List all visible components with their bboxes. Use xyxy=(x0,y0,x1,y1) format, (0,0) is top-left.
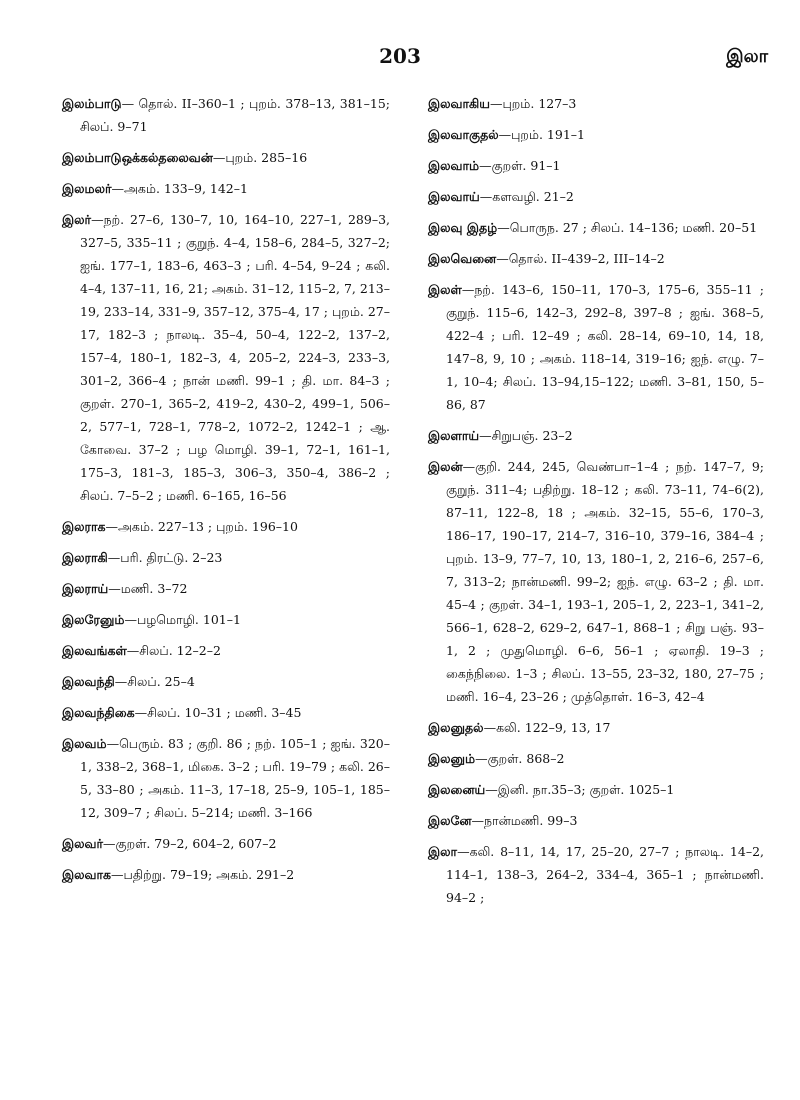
index-entry xyxy=(428,716,764,739)
entry-refs: —பழமொழி. 101–1 xyxy=(124,612,241,627)
entry-headword: இலவாகிய xyxy=(428,96,490,111)
index-entry xyxy=(62,146,390,169)
running-head: இலா xyxy=(726,46,768,67)
entry-refs: —நற். 27–6, 130–7, 10, 164–10, 227–1, 289–3, 327–5, 335–11 ; குறுந். 4–4, 158–6, 284–5, 327–2; ஐங். 177–1, 183–6, 463–3 ; பரி. 4–54, 9–24 ; கலி. 4–4, 137–11, 16, 21; அகம். 31–12, 115–2, 7, 213–19, 233–14, 331–9, 357–12, 375–4, 17 ; புறம். 27–17, 182–3 ; நாலடி. 35–4, 50–4, 122–2, 137–2, 157–4, 180–1, 182–3, 4, 205–2, 224–3, 233–3, 301–2, 366–4 ; நான் மணி. 99–1 ; தி. மா. 84–3 ; குறள். 270–1, 365–2, 419–2, 430–2, 499–1, 506–2, 577–1, 728–1, 778–2, 1072–2, 1242–1 ; ஆ. கோவை. 37–2 ; பழ மொழி. 39–1, 72–1, 161–1, 175–3, 181–3, 185–3, 306–3, 350–4, 386–2 ; சிலப். 7–5–2 ; மணி. 6–165, 16–56 xyxy=(80,212,390,503)
entry-refs: —சிலப். 10–31 ; மணி. 3–45 xyxy=(134,705,302,720)
index-entry xyxy=(62,732,390,824)
entry-headword: இலராகி xyxy=(62,550,108,565)
entry-headword: இலராய் xyxy=(62,581,109,596)
index-entry xyxy=(62,863,390,886)
index-entry xyxy=(62,92,390,138)
index-entry xyxy=(428,278,764,416)
entry-headword: இலர் xyxy=(62,212,92,227)
page-number: 203 xyxy=(379,44,421,68)
left-column xyxy=(62,92,390,894)
entry-headword: இலவாக xyxy=(62,867,112,882)
index-entry xyxy=(428,216,764,239)
entry-headword: இலரேனும் xyxy=(62,612,125,627)
entry-headword: இலனும் xyxy=(428,751,476,766)
entry-refs: —பதிற்று. 79–19; அகம். 291–2 xyxy=(111,867,295,882)
entry-headword: இலவாம் xyxy=(428,158,480,173)
entry-headword: இலவெனை xyxy=(428,251,497,266)
entry-refs: —குறி. 244, 245, வெண்பா–1–4 ; நற். 147–7, 9; குறுந். 311–4; பதிற்று. 18–12 ; கலி. 73–11, 74–6(2), 87–11, 122–8, 18 ; அகம். 32–15, 55–6, 170–3, 186–17, 190–17, 214–7, 316–10, 379–16, 384–4 ; புறம். 13–9, 77–7, 10, 13, 180–1, 2, 216–6, 257–6, 7, 313–2; நான்மணி. 99–2; ஐந். எழு. 63–2 ; தி. மா. 45–4 ; குறள். 34–1, 193–1, 205–1, 2, 223–1, 341–2, 566–1, 628–2, 629–2, 647–1, 868–1 ; சிறு பஞ். 93–1, 2 ; முதுமொழி. 6–6, 56–1 ; ஏலாதி. 19–3 ; கைந்நிலை. 1–3 ; சிலப். 13–55, 23–32, 180, 27–75 ; மணி. 16–4, 23–26 ; முத்தொள். 16–3, 42–4 xyxy=(446,459,764,704)
entry-refs: —சிறுபஞ். 23–2 xyxy=(479,428,573,443)
entry-headword: இலனுதல் xyxy=(428,720,484,735)
index-entry xyxy=(428,840,764,909)
index-entry xyxy=(62,577,390,600)
index-entry xyxy=(428,455,764,708)
entry-headword: இலவம் xyxy=(62,736,107,751)
index-entry xyxy=(428,92,764,115)
entry-headword: இலவாகுதல் xyxy=(428,127,499,142)
entry-refs: —அகம். 133–9, 142–1 xyxy=(111,181,248,196)
entry-refs: —குறள். 868–2 xyxy=(475,751,565,766)
entry-headword: இலவங்கள் xyxy=(62,643,127,658)
index-entry xyxy=(62,701,390,724)
index-entry xyxy=(62,832,390,855)
entry-headword: இலவாய் xyxy=(428,189,480,204)
entry-headword: இலவந்தி xyxy=(62,674,115,689)
entry-refs: — தொல். II–360–1 ; புறம். 378–13, 381–15; சிலப். 9–71 xyxy=(80,96,390,134)
index-entry xyxy=(62,208,390,507)
index-entry xyxy=(62,515,390,538)
entry-headword: இலவர் xyxy=(62,836,104,851)
index-entry xyxy=(62,608,390,631)
entry-headword: இலனே xyxy=(428,813,472,828)
index-entry xyxy=(62,546,390,569)
index-entry xyxy=(428,247,764,270)
right-column xyxy=(428,92,764,917)
entry-headword: இலம்பாடுஒக்கல்தலைவன் xyxy=(62,150,213,165)
entry-headword: இலவந்திகை xyxy=(62,705,135,720)
entry-headword: இலராக xyxy=(62,519,106,534)
entry-refs: —நற். 143–6, 150–11, 170–3, 175–6, 355–11 ; குறுந். 115–6, 142–3, 292–8, 397–8 ; ஐங். 368–5, 422–4 ; பரி. 12–49 ; கலி. 28–14, 69–10, 14, 18, 147–8, 9, 10 ; அகம். 118–14, 319–16; ஐந். எழு. 7–1, 10–4; சிலப். 13–94,15–122; மணி. 3–81, 150, 5–86, 87 xyxy=(446,282,764,412)
index-entry xyxy=(62,177,390,200)
entry-headword: இலம்பாடு xyxy=(62,96,122,111)
entry-headword: இலளாய் xyxy=(428,428,480,443)
entry-refs: —பொருந. 27 ; சிலப். 14–136; மணி. 20–51 xyxy=(497,220,758,235)
entry-refs: —இனி. நா.35–3; குறள். 1025–1 xyxy=(485,782,675,797)
entry-refs: —அகம். 227–13 ; புறம். 196–10 xyxy=(105,519,298,534)
entry-headword: இலவு இதழ் xyxy=(428,220,498,235)
index-entry xyxy=(428,778,764,801)
entry-refs: —பரி. திரட்டு. 2–23 xyxy=(107,550,223,565)
entry-refs: —மணி. 3–72 xyxy=(108,581,188,596)
entry-refs: —சிலப். 25–4 xyxy=(114,674,195,689)
entry-refs: —கலி. 8–11, 14, 17, 25–20, 27–7 ; நாலடி. 14–2, 114–1, 138–3, 264–2, 334–4, 365–1 ; நான்மணி. 94–2 ; xyxy=(446,844,764,905)
entry-refs: —கலி. 122–9, 13, 17 xyxy=(483,720,611,735)
entry-refs: —சிலப். 12–2–2 xyxy=(126,643,221,658)
entry-headword: இலள் xyxy=(428,282,462,297)
index-entry xyxy=(428,747,764,770)
entry-refs: —குறள். 91–1 xyxy=(479,158,561,173)
entry-headword: இலா xyxy=(428,844,458,859)
index-entry xyxy=(428,424,764,447)
index-entry xyxy=(62,639,390,662)
entry-headword: இலன் xyxy=(428,459,463,474)
index-entry xyxy=(62,670,390,693)
entry-refs: —புறம். 285–16 xyxy=(212,150,308,165)
entry-refs: —பெரும். 83 ; குறி. 86 ; நற். 105–1 ; ஐங். 320–1, 338–2, 368–1, மிகை. 3–2 ; பரி. 19–79 ; கலி. 26–5, 33–80 ; அகம். 11–3, 17–18, 25–9, 105–1, 185–12, 309–7 ; சிலப். 5–214; மணி. 3–166 xyxy=(80,736,390,820)
index-entry xyxy=(428,123,764,146)
entry-refs: —புறம். 191–1 xyxy=(498,127,585,142)
entry-headword: இலமலர் xyxy=(62,181,112,196)
entry-refs: —குறள். 79–2, 604–2, 607–2 xyxy=(103,836,277,851)
entry-refs: —புறம். 127–3 xyxy=(490,96,577,111)
index-entry xyxy=(428,154,764,177)
entry-refs: —நான்மணி. 99–3 xyxy=(471,813,578,828)
index-entry xyxy=(428,809,764,832)
entry-refs: —களவழி. 21–2 xyxy=(479,189,574,204)
entry-headword: இலனைய் xyxy=(428,782,486,797)
entry-refs: —தொல். II–439–2, III–14–2 xyxy=(496,251,665,266)
index-entry xyxy=(428,185,764,208)
